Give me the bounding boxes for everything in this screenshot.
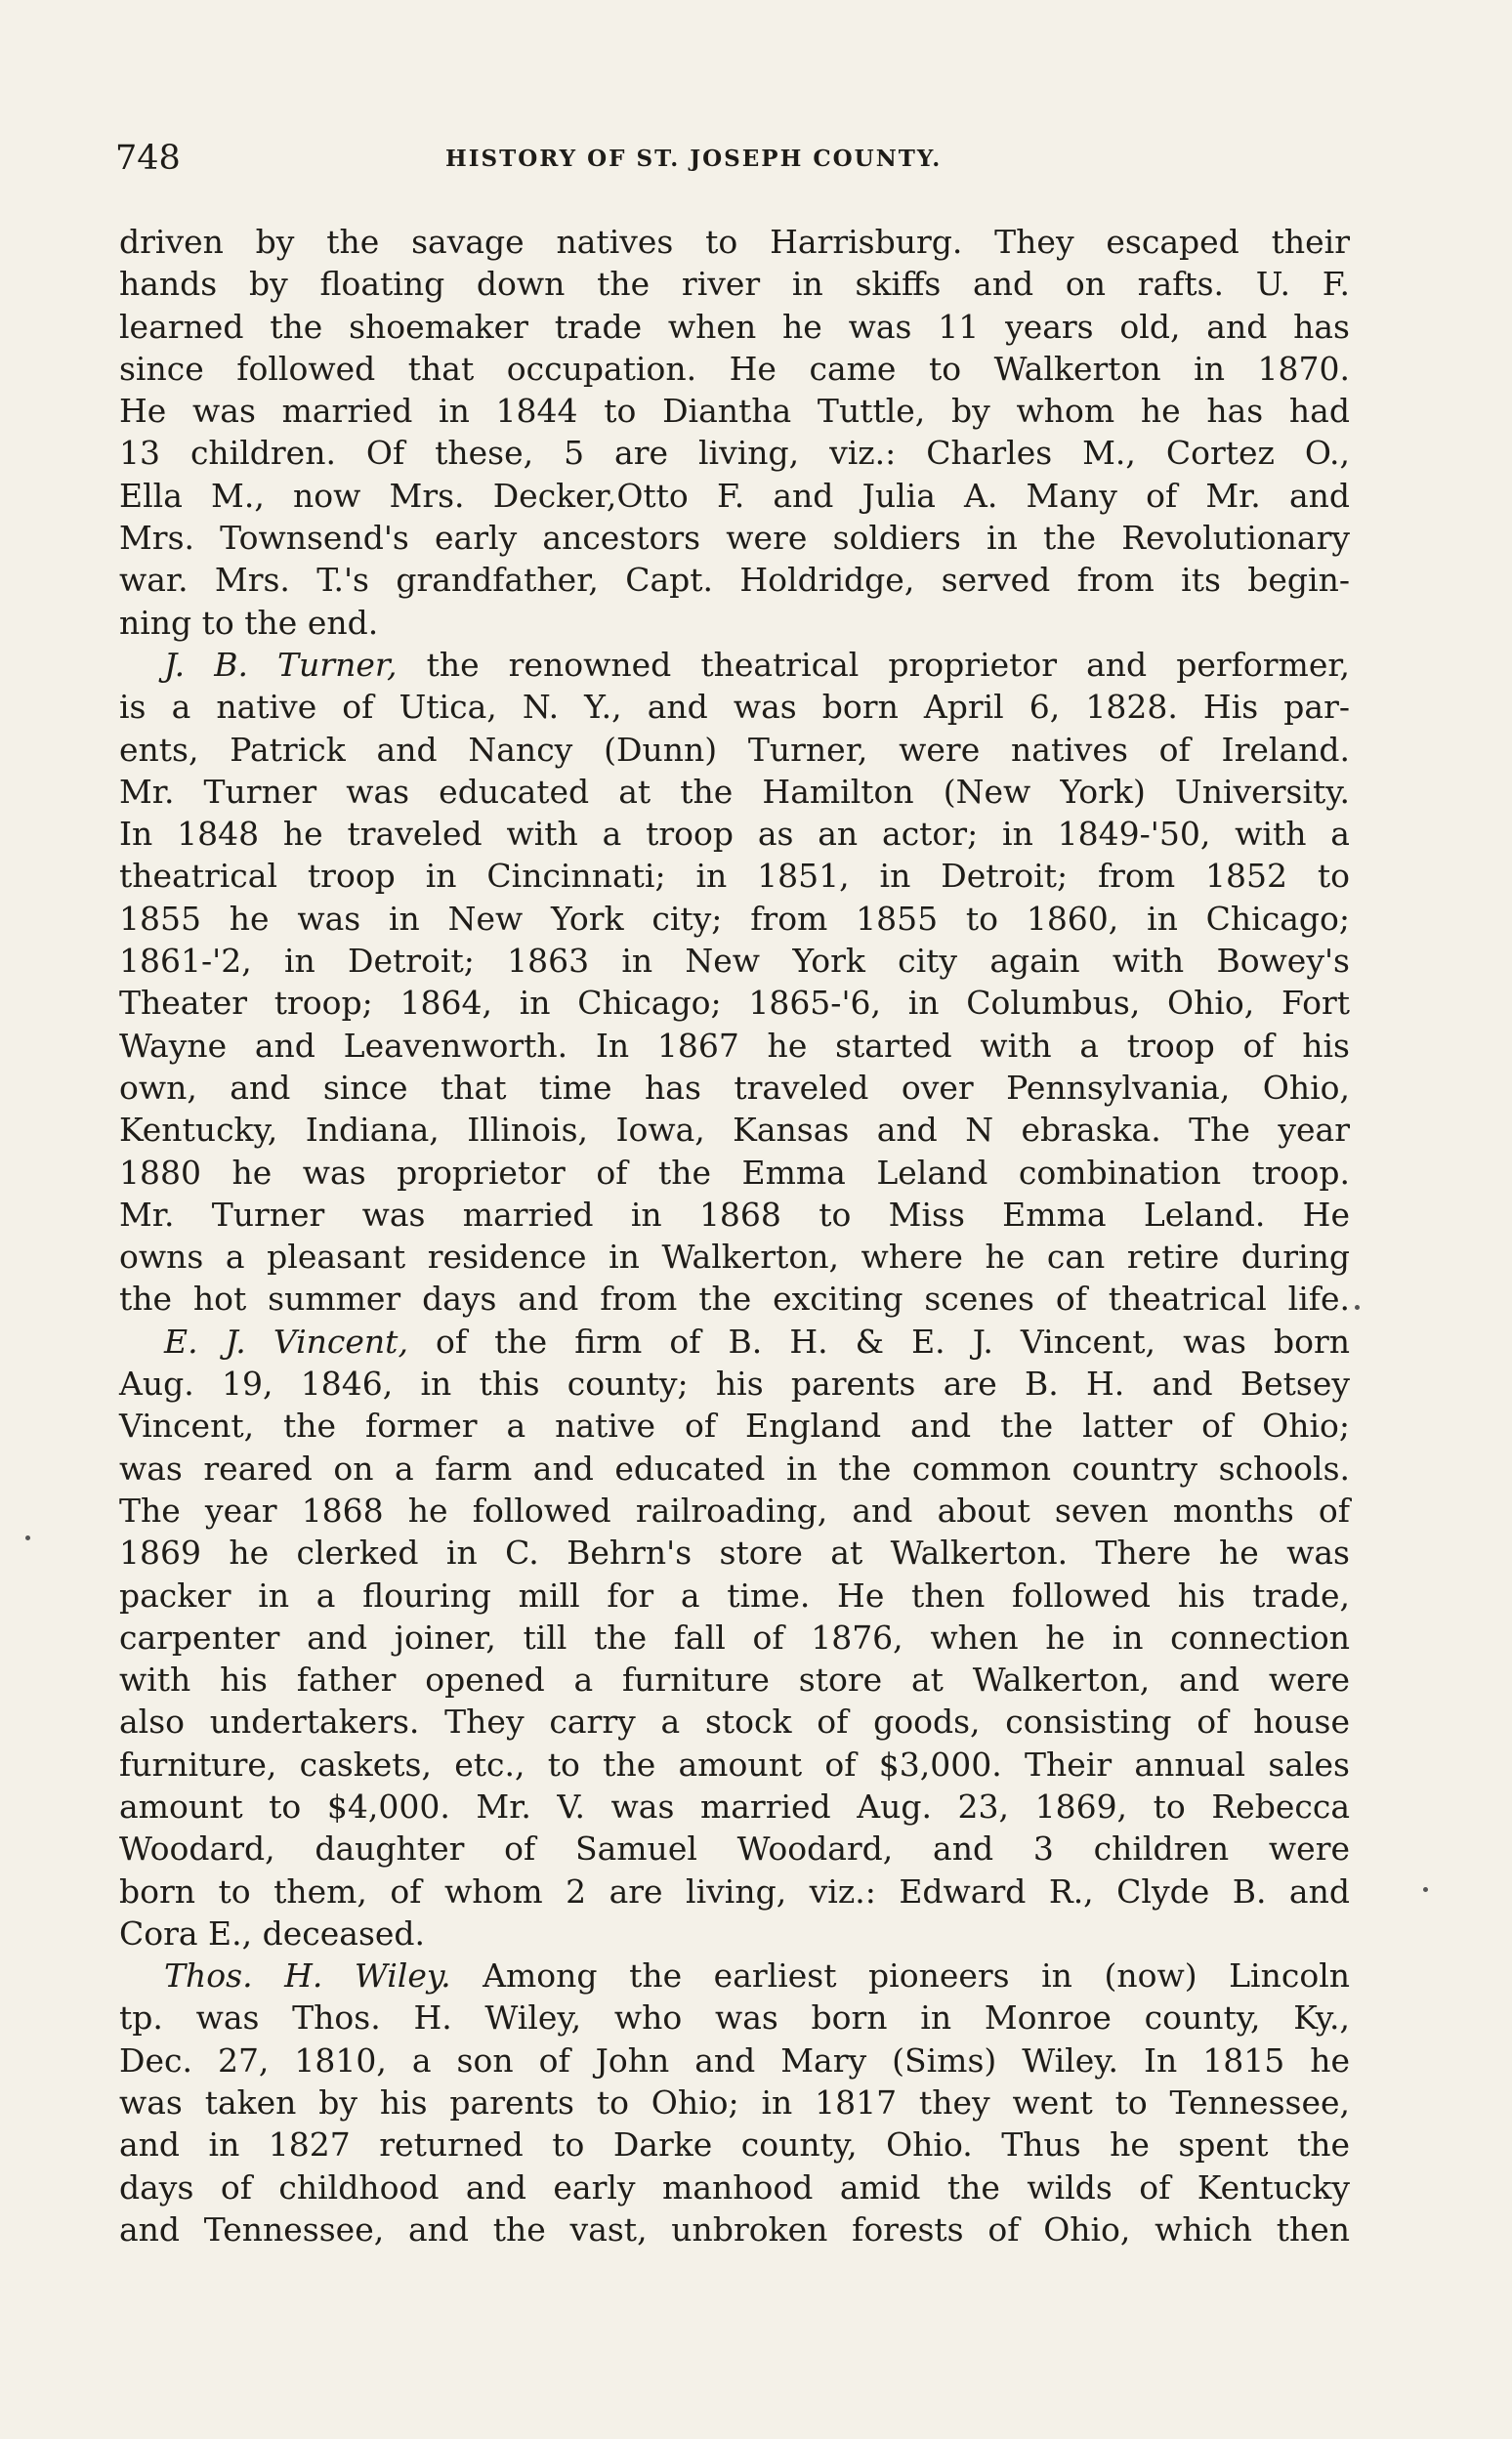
page-number: 748 (115, 139, 181, 178)
text-line (119, 1363, 1350, 1405)
line-text: since followed that occupation. He came to Walkerton in 1870. (119, 349, 1350, 388)
line-text: the hot summer days and from the exciting scenes of theatrical life. (119, 1280, 1350, 1319)
text-line (119, 1152, 1350, 1194)
text-line (119, 1997, 1350, 2039)
line-text: is a native of Utica, N. Y., and was born April 6, 1828. His par- (119, 688, 1350, 727)
text-line (119, 940, 1350, 982)
line-text: Ella M., now Mrs. Decker,Otto F. and Julia A. Many of Mr. and (119, 476, 1350, 515)
line-text: own, and since that time has traveled over Pennsylvania, Ohio, (119, 1068, 1350, 1107)
line-text: In 1848 he traveled with a troop as an actor; in 1849-'50, with a (119, 815, 1350, 854)
line-text: Cora E., deceased. (119, 1913, 426, 1953)
text-line (119, 1109, 1350, 1151)
running-head (115, 139, 1351, 178)
text-line (119, 729, 1350, 771)
line-text: was taken by his parents to Ohio; in 1817 they went to Tennessee, (119, 2083, 1350, 2123)
text-line (119, 2124, 1350, 2166)
text-line (119, 390, 1350, 432)
line-text: The year 1868 he followed railroading, and about seven months of (119, 1491, 1350, 1530)
stray-mark (1355, 1305, 1360, 1310)
line-text: also undertakers. They carry a stock of goods, consisting of house (119, 1703, 1350, 1742)
line-text: Vincent, the former a native of England and the latter of Ohio; (119, 1407, 1350, 1446)
text-line (119, 1490, 1350, 1532)
biography-name: Thos. H. Wiley. (164, 1956, 451, 1996)
line-text: learned the shoemaker trade when he was 11 years old, and has (119, 307, 1350, 346)
line-text: theatrical troop in Cincinnati; in 1851, in Detroit; from 1852 to (119, 857, 1350, 896)
line-text: He was married in 1844 to Diantha Tuttle, by whom he has had (119, 392, 1350, 431)
text-line (119, 306, 1350, 348)
line-text: born to them, of whom 2 are living, viz.: Edward R., Clyde B. and (119, 1871, 1350, 1911)
line-text: Aug. 19, 1846, in this county; his parents are B. H. and Betsey (119, 1365, 1350, 1404)
text-line (119, 1321, 1350, 1363)
text-line (119, 348, 1350, 390)
text-line (119, 2082, 1350, 2124)
text-line (119, 644, 1350, 686)
stray-mark (25, 1535, 30, 1540)
text-line (119, 1194, 1350, 1236)
line-text: owns a pleasant residence in Walkerton, where he can retire during (119, 1238, 1350, 1277)
line-text: furniture, caskets, etc., to the amount of $3,000. Their annual sales (119, 1745, 1350, 1784)
text-line (119, 1405, 1350, 1447)
text-line (119, 1448, 1350, 1490)
line-text: Among the earliest pioneers in (now) Lincoln (450, 1956, 1351, 1996)
line-text: and Tennessee, and the vast, unbroken forests of Ohio, which then (119, 2209, 1350, 2249)
text-line (119, 898, 1350, 940)
text-line (119, 559, 1350, 601)
line-text: amount to $4,000. Mr. V. was married Aug. 23, 1869, to Rebecca (119, 1787, 1350, 1826)
line-text: days of childhood and early manhood amid the wilds of Kentucky (119, 2167, 1350, 2207)
line-text: war. Mrs. T.'s grandfather, Capt. Holdridge, served from its begin- (119, 561, 1350, 600)
text-line (119, 1913, 1350, 1955)
line-text: with his father opened a furniture store at Walkerton, and were (119, 1661, 1350, 1700)
stray-mark (1423, 1887, 1428, 1892)
line-text: Mrs. Townsend's early ancestors were soldiers in the Revolutionary (119, 519, 1350, 558)
text-line (119, 2208, 1350, 2250)
text-line (119, 263, 1350, 305)
text-line (119, 1278, 1350, 1320)
line-text: carpenter and joiner, till the fall of 1876, when he in connection (119, 1618, 1350, 1657)
line-text: 1880 he was proprietor of the Emma Leland combination troop. (119, 1153, 1350, 1192)
text-line (119, 2166, 1350, 2208)
line-text: and in 1827 returned to Darke county, Ohio. Thus he spent the (119, 2125, 1350, 2165)
text-line (119, 1236, 1350, 1278)
text-line (119, 602, 1350, 644)
text-line (119, 475, 1350, 517)
text-line (119, 855, 1350, 897)
line-text: Mr. Turner was educated at the Hamilton (New York) University. (119, 772, 1350, 811)
text-line (119, 1067, 1350, 1109)
line-text: ning to the end. (119, 603, 379, 642)
text-line (119, 1701, 1350, 1743)
text-line (119, 1575, 1350, 1617)
text-line (119, 771, 1350, 813)
line-text: Wayne and Leavenworth. In 1867 he started with a troop of his (119, 1026, 1350, 1065)
text-line (119, 1828, 1350, 1870)
line-text: Kentucky, Indiana, Illinois, Iowa, Kansas and N ebraska. The year (119, 1111, 1350, 1150)
text-line (119, 982, 1350, 1024)
text-line (119, 1786, 1350, 1828)
line-text: 13 children. Of these, 5 are living, viz.: Charles M., Cortez O., (119, 434, 1350, 473)
line-text: the renowned theatrical proprietor and performer, (397, 645, 1350, 684)
line-text: 1869 he clerked in C. Behrn's store at Walkerton. There he was (119, 1534, 1350, 1573)
text-line (119, 813, 1350, 855)
text-line (119, 1955, 1350, 1997)
line-text: was reared on a farm and educated in the common country schools. (119, 1449, 1350, 1488)
text-line (119, 517, 1350, 559)
body-text (119, 221, 1350, 2250)
biography-name: E. J. Vincent, (164, 1322, 408, 1361)
line-text: driven by the savage natives to Harrisburg. They escaped their (119, 223, 1350, 261)
line-text: packer in a flouring mill for a time. He then followed his trade, (119, 1576, 1350, 1615)
text-line (119, 1025, 1350, 1067)
text-line (119, 1871, 1350, 1913)
line-text: 1861-'2, in Detroit; 1863 in New York city again with Bowey's (119, 942, 1350, 981)
text-line (119, 2040, 1350, 2082)
line-text: Theater troop; 1864, in Chicago; 1865-'6, in Columbus, Ohio, Fort (119, 984, 1350, 1023)
text-line (119, 1617, 1350, 1659)
line-text: Dec. 27, 1810, a son of John and Mary (Sims) Wiley. In 1815 he (119, 2040, 1350, 2080)
text-line (119, 432, 1350, 474)
text-line (119, 686, 1350, 728)
biography-name: J. B. Turner, (164, 645, 398, 684)
line-text: ents, Patrick and Nancy (Dunn) Turner, were natives of Ireland. (119, 730, 1350, 769)
text-line (119, 221, 1350, 263)
line-text: of the firm of B. H. & E. J. Vincent, was born (407, 1322, 1350, 1361)
line-text: Mr. Turner was married in 1868 to Miss Emma Leland. He (119, 1195, 1350, 1234)
text-line (119, 1532, 1350, 1574)
line-text: tp. was Thos. H. Wiley, who was born in Monroe county, Ky., (119, 1998, 1350, 2038)
line-text: 1855 he was in New York city; from 1855 to 1860, in Chicago; (119, 899, 1350, 938)
line-text: hands by floating down the river in skiffs and on rafts. U. F. (119, 265, 1350, 304)
running-title: HISTORY OF ST. JOSEPH COUNTY. (445, 146, 943, 172)
text-line (119, 1659, 1350, 1701)
line-text: Woodard, daughter of Samuel Woodard, and 3 children were (119, 1829, 1350, 1869)
text-line (119, 1744, 1350, 1786)
